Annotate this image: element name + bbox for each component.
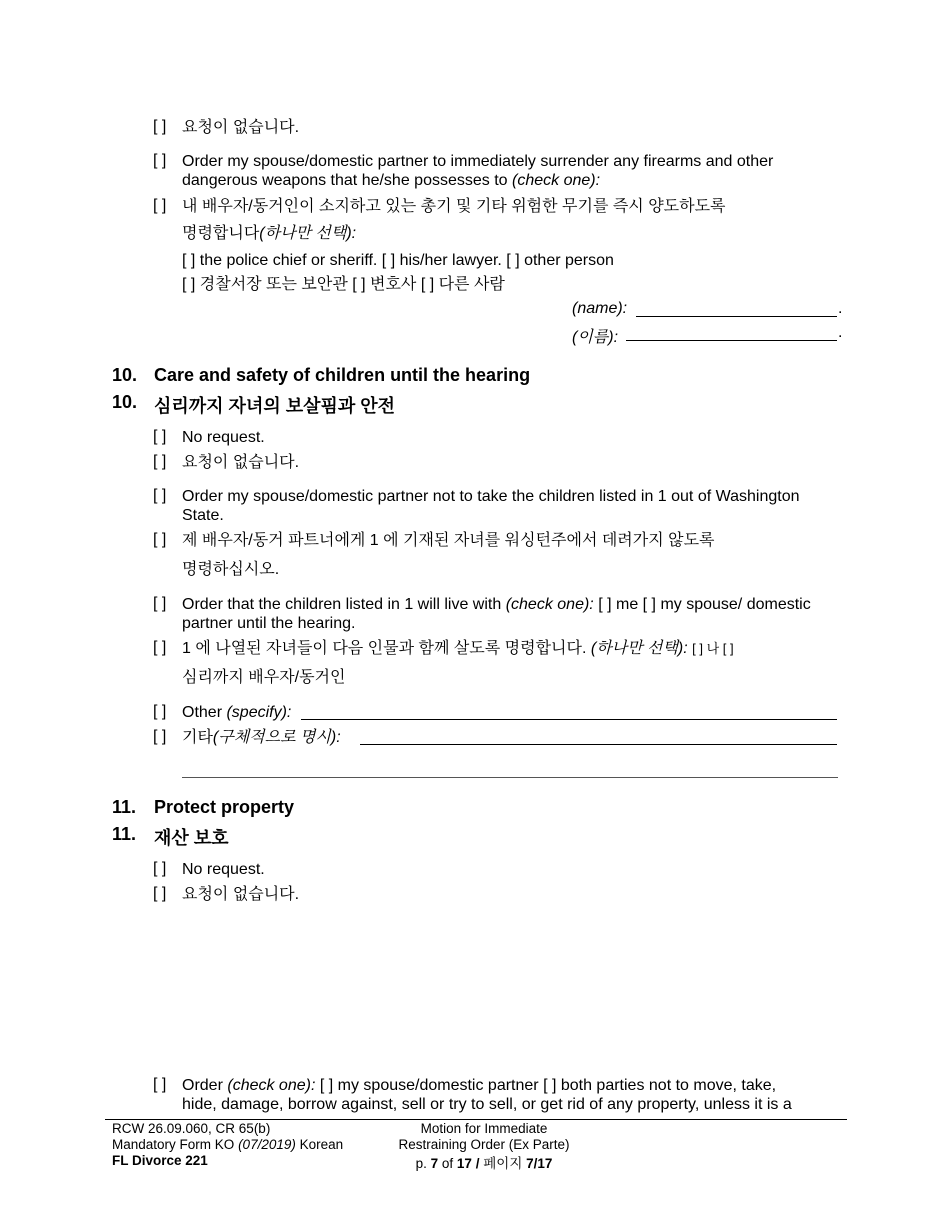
footer-left: RCW 26.09.060, CR 65(b) Mandatory Form KO (07/2019) Korean FL Divorce 221 xyxy=(112,1121,344,1168)
firearms-order-ko: 내 배우자/동거인이 소지하고 있는 총기 및 기타 위험한 무기를 즉시 양도하도록 명령합니다(하나만 선택): xyxy=(182,198,726,242)
checkbox[interactable]: [ ] xyxy=(153,453,167,470)
washington-order-en: Order my spouse/domestic partner not to take the children listed in 1 out of Washington State. xyxy=(182,488,800,524)
checkbox[interactable]: [ ] xyxy=(153,639,167,656)
period: . xyxy=(838,300,843,317)
checkbox[interactable]: [ ] xyxy=(153,487,167,504)
name-field-en[interactable] xyxy=(636,316,837,317)
checkbox[interactable]: [ ] xyxy=(153,860,167,877)
checkbox[interactable]: [ ] xyxy=(153,531,167,548)
children-live-en: Order that the children listed in 1 will live with (check one): [ ] me [ ] my spouse/ domestic partner until the hearing. xyxy=(182,596,811,632)
section-11-title-en: Protect property xyxy=(154,797,295,817)
section-11-title-ko: 재산 보호 xyxy=(154,828,229,848)
section-10-title-en: Care and safety of children until the hearing xyxy=(154,365,531,385)
section-10-title-ko: 심리까지 자녀의 보살핌과 안전 xyxy=(154,396,396,416)
checkbox[interactable]: [ ] xyxy=(153,1076,167,1093)
checkbox[interactable]: [ ] xyxy=(153,728,167,745)
firearms-order-en: Order my spouse/domestic partner to immediately surrender any firearms and other dangerous weapons that he/she possesses to (check one): xyxy=(182,153,774,189)
divider xyxy=(182,777,838,778)
no-request-ko: 요청이 없습니다. xyxy=(182,454,300,471)
checkbox[interactable]: [ ] xyxy=(153,595,167,612)
no-request-ko: 요청이 없습니다. xyxy=(182,886,300,903)
section-10-number: 10. xyxy=(112,365,138,385)
checkbox[interactable]: [ ] xyxy=(153,703,167,720)
footer-rule xyxy=(105,1119,847,1120)
property-order-en: Order (check one): [ ] my spouse/domestic partner [ ] both parties not to move, take, hide, damage, borrow against, sell or try to sell, or get rid of any property, unless it is a xyxy=(182,1077,792,1113)
children-live-ko: 1 에 나열된 자녀들이 다음 인물과 함께 살도록 명령합니다. (하나만 선택): [ ] 나 [ ] 심리까지 배우자/동거인 xyxy=(182,640,734,686)
other-label-en: Other (specify): xyxy=(182,704,292,721)
firearms-options-en[interactable]: [ ] the police chief or sheriff. [ ] his/her lawyer. [ ] other person xyxy=(182,252,614,269)
washington-order-ko: 제 배우자/동거 파트너에게 1 에 기재된 자녀를 워싱턴주에서 데려가지 않도록 명령하십시오. xyxy=(182,532,715,578)
no-request-ko: 요청이 없습니다. xyxy=(182,119,300,136)
footer-title: Motion for Immediate Restraining Order (Ex Parte) p. 7 of 17 / 페이지 7/17 xyxy=(398,1121,570,1171)
checkbox[interactable]: [ ] xyxy=(153,428,167,445)
no-request-en: No request. xyxy=(182,861,265,878)
checkbox[interactable]: [ ] xyxy=(153,885,167,902)
name-label-ko: (이름): xyxy=(572,329,619,346)
firearms-options-ko[interactable]: [ ] 경찰서장 또는 보안관 [ ] 변호사 [ ] 다른 사람 xyxy=(182,276,505,293)
section-11-number-ko: 11. xyxy=(112,824,137,844)
section-11-number: 11. xyxy=(112,797,137,817)
checkbox[interactable]: [ ] xyxy=(153,197,167,214)
other-field-ko[interactable] xyxy=(360,744,837,745)
name-field-ko[interactable] xyxy=(626,340,837,341)
period: . xyxy=(838,324,843,341)
name-label-en: (name): xyxy=(572,300,628,317)
checkbox[interactable]: [ ] xyxy=(153,152,167,169)
no-request-en: No request. xyxy=(182,429,265,446)
other-label-ko: 기타(구체적으로 명시): xyxy=(182,729,341,746)
checkbox[interactable]: [ ] xyxy=(153,118,167,135)
other-field-en[interactable] xyxy=(301,719,837,720)
section-10-number-ko: 10. xyxy=(112,392,138,412)
